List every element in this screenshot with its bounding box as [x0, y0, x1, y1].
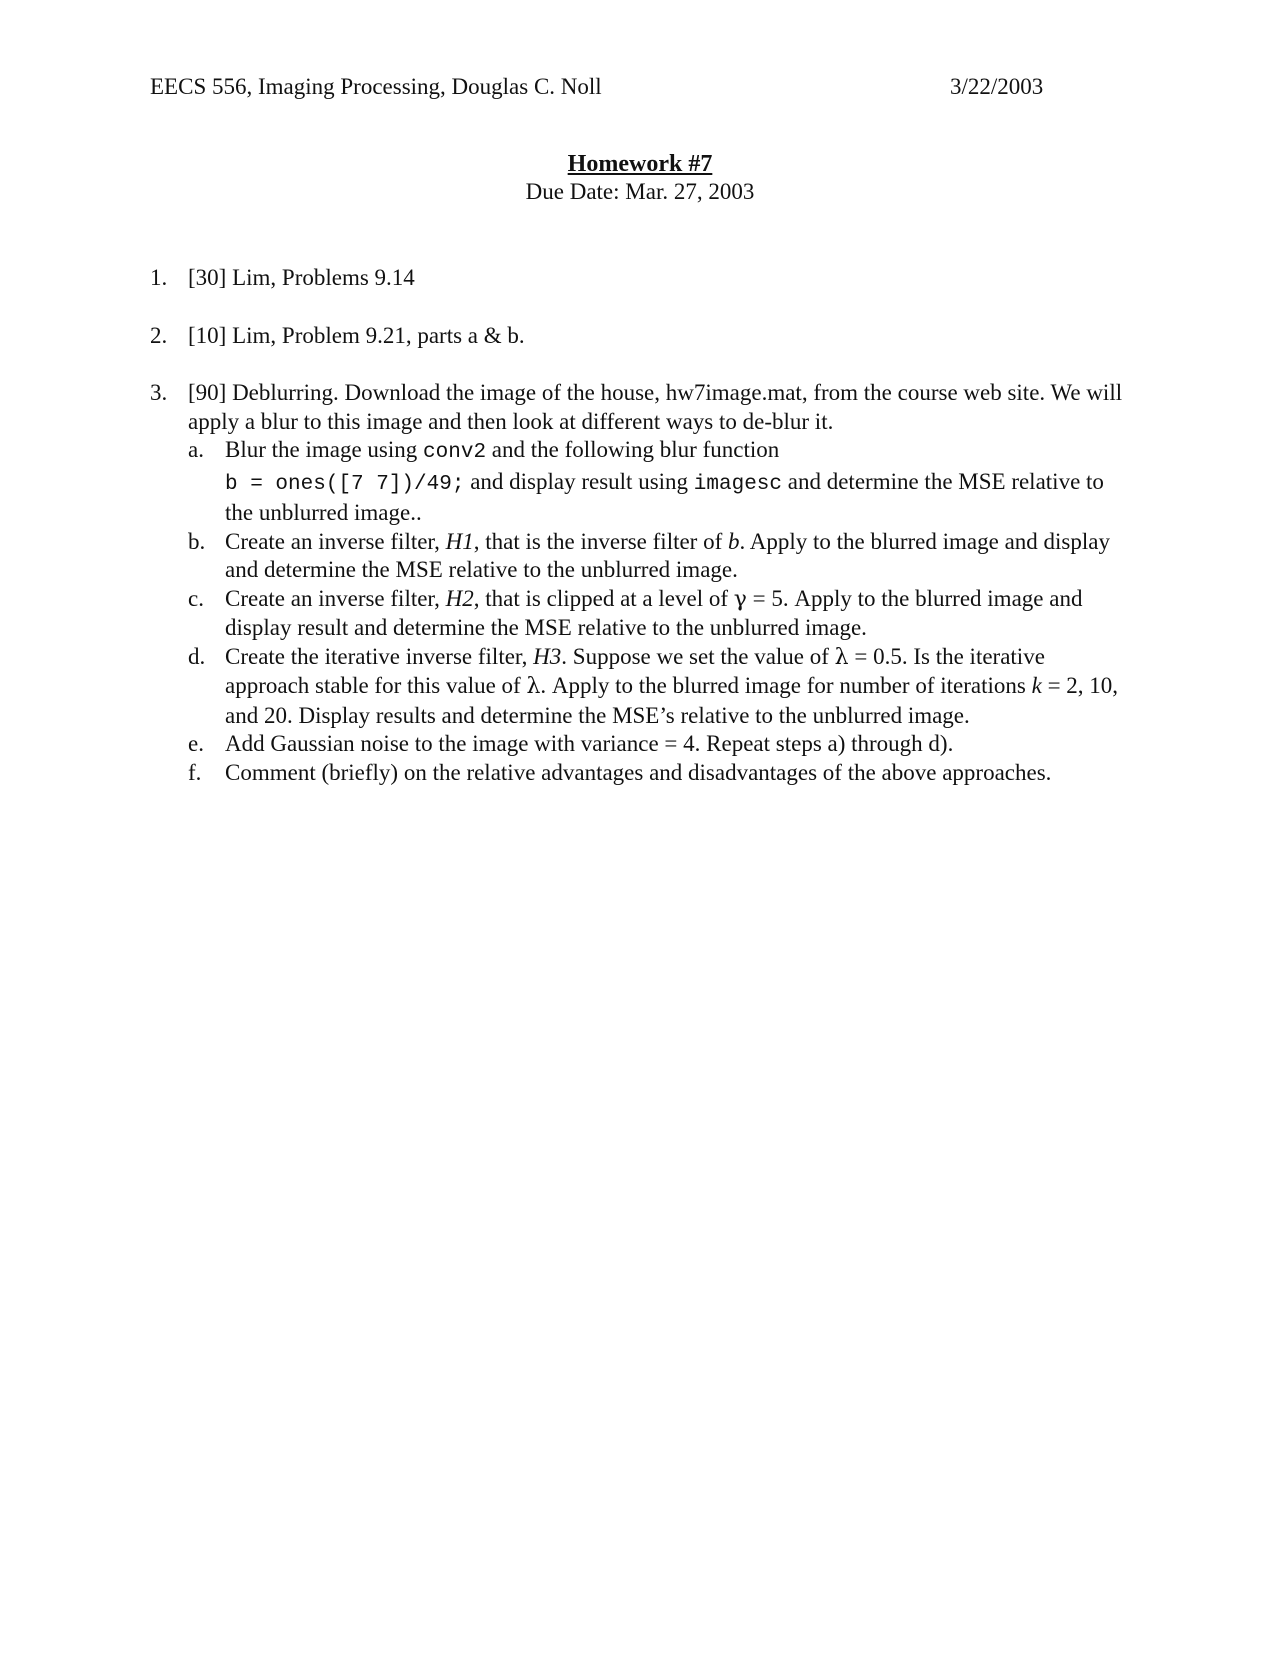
header-date: 3/22/2003 [950, 74, 1044, 99]
part-b [188, 528, 1130, 585]
part-letter: c. [188, 585, 204, 611]
part-text: Create an inverse filter, [225, 528, 446, 554]
problem-number: 3. [150, 380, 168, 405]
variable: b [728, 528, 740, 554]
part-text: = 0.5. Is the iterative approach stable for this value of [225, 643, 1045, 698]
lambda-symbol: λ [834, 644, 849, 670]
part-letter: d. [188, 643, 206, 669]
course-header: EECS 556, Imaging Processing, Douglas C. Noll [150, 74, 602, 99]
problem-list [150, 264, 1130, 787]
problem-intro: [90] Deblurring. Download the image of the house, hw7image.mat, from the course web site. We will apply a blur to this image and then look at different ways to de-blur it. [188, 380, 1123, 434]
part-e [188, 730, 1130, 759]
part-text: Create the iterative inverse filter, [225, 643, 534, 669]
part-letter: a. [188, 437, 204, 462]
part-text: and determine the MSE relative to the unblurred image.. [225, 468, 1104, 525]
variable: H2 [445, 585, 474, 611]
variable: H3 [533, 643, 562, 669]
problem-number: 2. [150, 322, 168, 348]
problem-1 [150, 264, 1130, 293]
part-text: Add Gaussian noise to the image with variance = 4. Repeat steps a) through d). [225, 731, 954, 756]
variable: k [1031, 673, 1042, 698]
gamma-symbol: γ [733, 586, 747, 612]
variable: H1 [445, 528, 474, 554]
code-snippet: conv2 [423, 441, 487, 464]
part-text: . Suppose we set the value of [561, 643, 835, 669]
part-f [188, 759, 1130, 788]
lambda-symbol: λ [526, 674, 541, 699]
part-text: = 5. Apply to the blurred image and display result and determine the MSE relative to the unblurred image. [225, 585, 1083, 640]
problem-2 [150, 322, 1130, 351]
problem-text: [10] Lim, Problem 9.21, parts a & b. [188, 322, 525, 348]
part-letter: e. [188, 731, 204, 756]
problem-3 [150, 379, 1130, 787]
code-snippet: b = ones([7 7])/49; [225, 472, 465, 496]
due-date: Due Date: Mar. 27, 2003 [525, 179, 755, 204]
part-text: and display result using [464, 468, 694, 494]
part-text: Blur the image using [225, 437, 424, 462]
part-text: , that is the inverse filter of [473, 528, 728, 554]
part-text: . Apply to the blurred image for number of iterations [540, 673, 1032, 698]
part-a [188, 436, 1130, 528]
part-text: and the following blur function [486, 437, 780, 462]
part-text: . Apply to the blurred image and display and determine the MSE relative to the unblurred image. [225, 528, 1110, 582]
code-snippet: imagesc [693, 472, 783, 496]
part-text: , that is clipped at a level of [473, 585, 734, 611]
homework-title: Homework #7 [567, 151, 713, 177]
problem-number: 1. [150, 265, 168, 290]
part-text: Comment (briefly) on the relative advantages and disadvantages of the above approaches. [225, 759, 1052, 785]
part-d [188, 643, 1130, 731]
title-block [0, 150, 1280, 206]
part-text: Create an inverse filter, [225, 585, 446, 611]
part-text: = 2, 10, and 20. Display results and determine the MSE’s relative to the unblurred image. [225, 673, 1119, 728]
part-letter: b. [188, 528, 206, 554]
problem-text: [30] Lim, Problems 9.14 [188, 265, 415, 290]
part-c [188, 585, 1130, 643]
part-letter: f. [188, 759, 202, 785]
